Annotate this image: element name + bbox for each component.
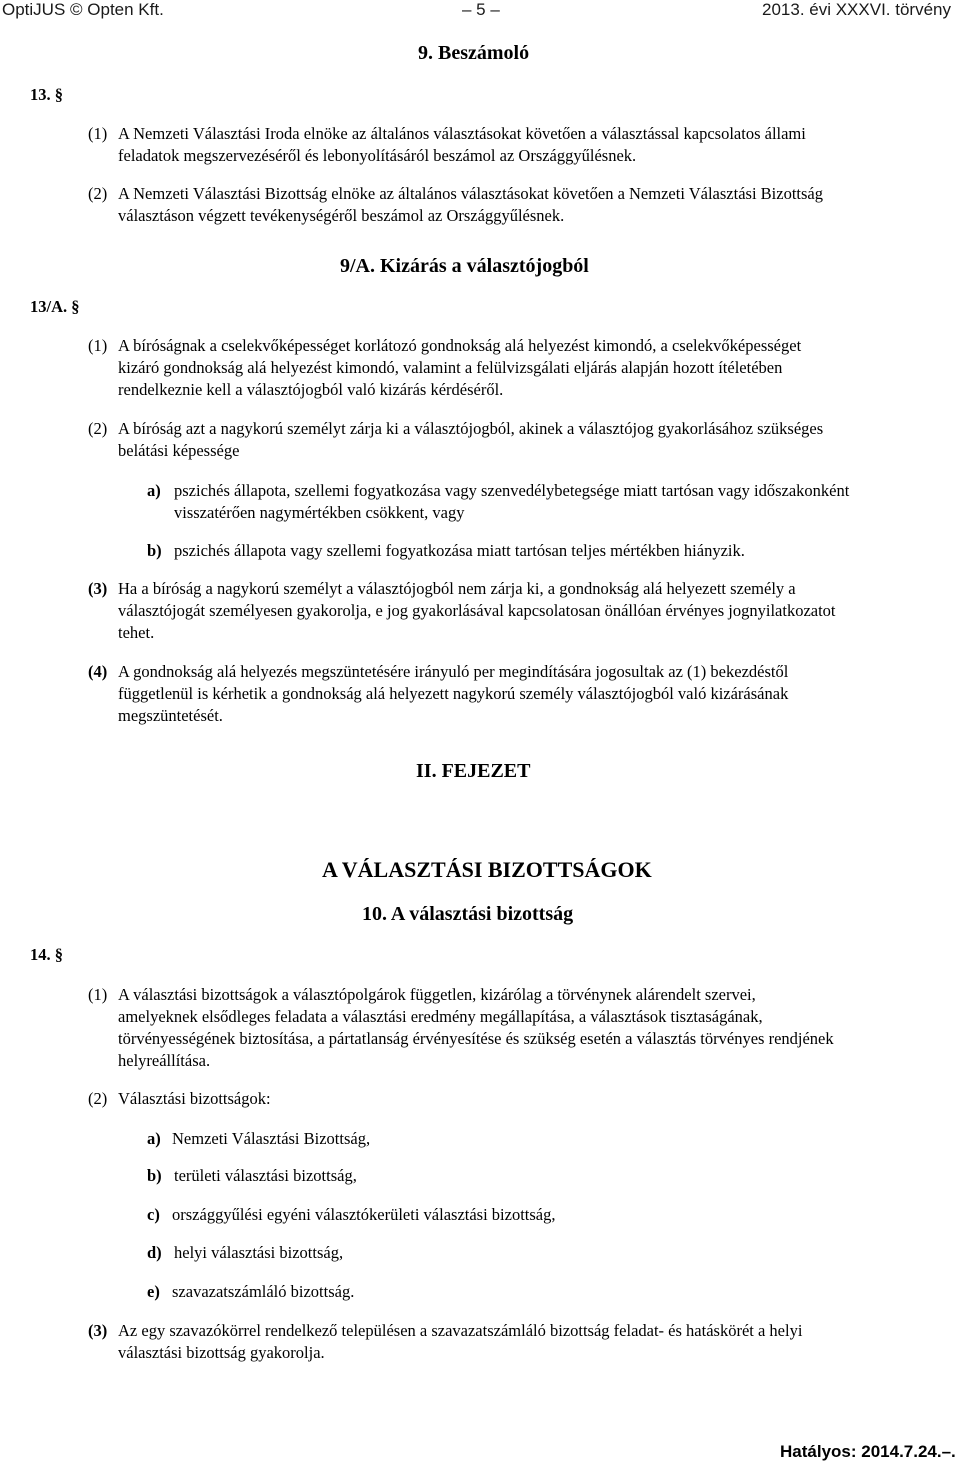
section-number-14: 14. § <box>30 945 63 964</box>
paragraph-label: (2) <box>88 419 108 438</box>
list-item-label: e) <box>147 1282 160 1301</box>
effective-date: Hatályos: 2014.7.24.–. <box>780 1442 956 1461</box>
section-title-10: 10. A választási bizottság <box>362 903 574 925</box>
paragraph-line: Ha a bíróság a nagykorú személyt a választójogból nem zárja ki, a gondnokság alá helyezett személy a <box>118 579 796 598</box>
paragraph-line: A Nemzeti Választási Iroda elnöke az általános választásokat követően a választással kapcsolatos állami <box>118 124 806 143</box>
paragraph-line: választási bizottság gyakorolja. <box>118 1343 325 1362</box>
paragraph-label: (3) <box>88 1321 108 1340</box>
header-page-number: – 5 – <box>462 0 500 19</box>
paragraph-label: (2) <box>88 1089 108 1108</box>
list-item-line: pszichés állapota vagy szellemi fogyatkozása miatt tartósan teljes mértékben hiányzik. <box>174 541 745 560</box>
header-left: OptiJUS © Opten Kft. <box>2 0 164 19</box>
list-item-text: Nemzeti Választási Bizottság, <box>172 1129 371 1148</box>
list-item-text: területi választási bizottság, <box>174 1166 357 1185</box>
section-title-9: 9. Beszámoló <box>418 42 530 64</box>
list-item-label: b) <box>147 541 162 560</box>
list-item-line: visszatérően nagymértékben csökkent, vagy <box>174 503 465 522</box>
paragraph-line: törvényességének biztosítása, a pártatlanság érvényesítése és szükség esetén a választás törvényes rendjének <box>118 1029 834 1048</box>
paragraph-line: választójogát személyesen gyakorolja, e jog gyakorlásával kapcsolatosan önállóan érvényes jognyilatkozatot <box>118 601 836 620</box>
list-item-label: c) <box>147 1205 160 1224</box>
list-item-label: a) <box>147 481 161 500</box>
paragraph-line: kizáró gondnokság alá helyezést kimondó, valamint a felülvizsgálati eljárás alapján hozott ítéletében <box>118 358 783 377</box>
list-item-line: pszichés állapota, szellemi fogyatkozása vagy szenvedélybetegsége miatt tartósan vagy időszakonként <box>174 481 850 500</box>
paragraph-line: választáson végzett tevékenységéről beszámol az Országgyűlésnek. <box>118 206 565 225</box>
list-item-text: helyi választási bizottság, <box>174 1243 344 1262</box>
paragraph-line: Az egy szavazókörrel rendelkező településen a szavazatszámláló bizottság feladat- és hatáskörét a helyi <box>118 1321 803 1340</box>
paragraph-line: rendelkeznie kell a választójogból való kizárás kérdéséről. <box>118 380 504 399</box>
paragraph-label: (1) <box>88 336 108 355</box>
list-item-label: a) <box>147 1129 161 1148</box>
section-title-9a: 9/A. Kizárás a választójogból <box>340 255 589 277</box>
list-item-text: szavazatszámláló bizottság. <box>172 1282 355 1301</box>
section-number-13: 13. § <box>30 85 63 104</box>
paragraph-line: A gondnokság alá helyezés megszüntetésére irányuló per megindítására jogosultak az (1) bekezdéstől <box>118 662 789 681</box>
paragraph-line: amelyeknek elsődleges feladata a választási eredmény megállapítása, a választások tisztaságának, <box>118 1007 763 1026</box>
chapter-title: A VÁLASZTÁSI BIZOTTSÁGOK <box>322 857 652 882</box>
paragraph-line: helyreállítása. <box>118 1051 211 1070</box>
paragraph-line: A Nemzeti Választási Bizottság elnöke az általános választásokat követően a Nemzeti Választási Bizottság <box>118 184 823 203</box>
paragraph-line: Választási bizottságok: <box>118 1089 271 1108</box>
paragraph-line: feladatok megszervezéséről és lebonyolításáról beszámol az Országgyűlésnek. <box>118 146 637 165</box>
paragraph-line: A választási bizottságok a választópolgárok független, kizárólag a törvénynek alárendelt szervei, <box>118 985 756 1004</box>
paragraph-label: (2) <box>88 184 108 203</box>
paragraph-label: (1) <box>88 985 108 1004</box>
paragraph-line: A bíróság azt a nagykorú személyt zárja ki a választójogból, akinek a választójog gyakorlásához szükséges <box>118 419 824 438</box>
paragraph-line: megszüntetését. <box>118 706 223 725</box>
list-item-label: d) <box>147 1243 162 1262</box>
paragraph-label: (3) <box>88 579 108 598</box>
paragraph-line: függetlenül is kérhetik a gondnokság alá helyezett nagykorú személy választójogból való kizárásának <box>118 684 789 703</box>
chapter-number: II. FEJEZET <box>416 760 531 782</box>
paragraph-line: tehet. <box>118 623 155 642</box>
list-item-label: b) <box>147 1166 162 1185</box>
header-right: 2013. évi XXXVI. törvény <box>762 0 951 19</box>
list-item-text: országgyűlési egyéni választókerületi választási bizottság, <box>172 1205 556 1224</box>
section-number-13a: 13/A. § <box>30 297 80 316</box>
paragraph-line: A bíróságnak a cselekvőképességet korlátozó gondnokság alá helyezést kimondó, a cselekvőképességet <box>118 336 802 355</box>
paragraph-line: belátási képessége <box>118 441 240 460</box>
paragraph-label: (4) <box>88 662 108 681</box>
paragraph-label: (1) <box>88 124 108 143</box>
